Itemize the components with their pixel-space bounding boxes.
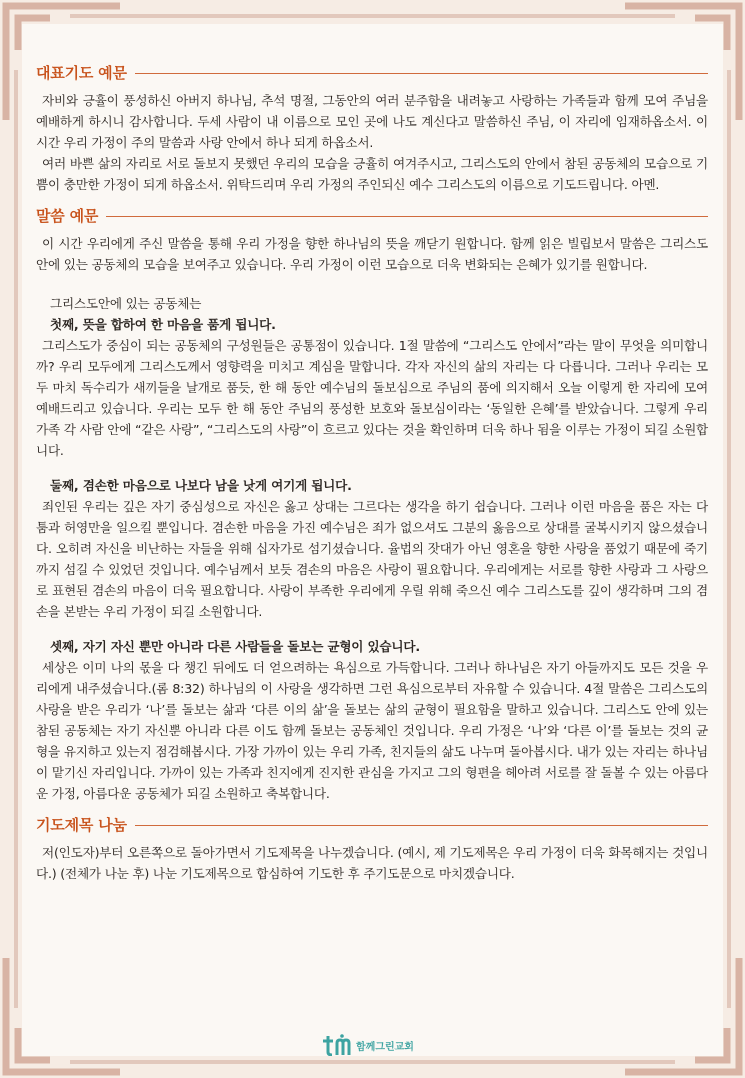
prayer-paragraph: 여러 바쁜 삶의 자리로 서로 돌보지 못했던 우리의 모습을 긍휼히 여겨주시고, 그리스도의 안에서 참된 공동체의 모습으로 기쁨이 충만한 가정이 되게 하옵소서. 위탁드리며 우리 가정의 주인되신 예수 그리스도의 이름으로 기도드립니다. 아멘.	[36, 156, 708, 192]
section-title: 기도제목 나눔	[36, 815, 127, 834]
section-rule	[106, 216, 708, 217]
point-body: 세상은 이미 나의 몫을 다 챙긴 뒤에도 더 얻으려하는 욕심으로 가득합니다. 그러나 하나님은 자기 아들까지도 모든 것을 우리에게 내주셨습니다.(롬 8:32) 하나님의 이 사랑을 생각하면 그런 욕심으로부터 자유할 수 있습니다. 4절 말씀은 그리스도의 사랑을 받은 우리가 ‘나’를 돌보는 삶과 ‘다른 이의 삶’을 돌보는 삶의 균형이 필요함을 말하고 있습니다. 그리스도 안에 있는 참된 공동체는 자기 자신뿐 아니라 다른 이도 함께 돌보는 공동체인 것입니다. 우리 가정은 ‘나’와 ‘다른 이’를 돌보는 것의 균형을 유지하고 있는지 점검해봅시다. 가장 가까이 있는 우리 가족, 친지들의 삶도 나누며 돌아봅시다. 내가 있는 자리는 하나님이 맡기신 자리입니다. 가까이 있는 가족과 친지에게 진지한 관심을 가지고 그의 형편을 헤아려 서로를 잘 돌볼 수 있는 아름다운 가정, 아름다운 공동체가 되길 소원하고 축복합니다.	[36, 660, 708, 801]
section-rule	[135, 73, 708, 74]
section-rule	[135, 825, 708, 826]
section-header-sermon	[36, 203, 708, 229]
section-title: 말씀 예문	[36, 206, 99, 225]
church-logo-text: 함께그린교회	[356, 1041, 414, 1053]
document-body	[36, 60, 708, 884]
church-logo	[322, 1034, 414, 1056]
point-title: 둘째, 겸손한 마음으로 나보다 남을 낫게 여기게 됩니다.	[50, 478, 352, 493]
point-title: 셋째, 자기 자신 뿐만 아니라 다른 사람들을 돌보는 균형이 있습니다.	[50, 639, 420, 654]
section-title: 대표기도 예문	[36, 63, 127, 82]
point-body: 그리스도가 중심이 되는 공동체의 구성원들은 공통점이 있습니다. 1절 말씀에 “그리스도 안에서”라는 말이 무엇을 의미합니까? 우리 모두에게 그리스도께서 영향력을 미치고 계심을 말합니다. 각자 자신의 삶의 자리는 다 다릅니다. 그러나 우리는 모두 마치 독수리가 새끼들을 날개로 품듯, 한 해 동안 예수님의 돌보심으로 주님의 품에 의지해서 오늘 이렇게 한 자리에 모여 예배드리고 있습니다. 우리는 모두 한 해 동안 주님의 풍성한 보호와 돌보심이라는 ‘동일한 은혜’를 받았습니다. 그렇게 우리 가족 각 사람 안에 “같은 사랑”, “그리스도의 사랑”이 흐르고 있다는 것을 확인하며 더욱 하나 됨을 이루는 가정이 되길 소원합니다.	[36, 338, 708, 458]
sermon-intro: 이 시간 우리에게 주신 말씀을 통해 우리 가정을 향한 하나님의 뜻을 깨닫기 원합니다. 함께 읽은 빌립보서 말씀은 그리스도 안에 있는 공동체의 모습을 보여주고 있습니다. 우리 가정이 이런 모습으로 더욱 변화되는 은혜가 있기를 원합니다.	[36, 236, 708, 272]
point-title: 첫째, 뜻을 합하여 한 마음을 품게 됩니다.	[50, 317, 276, 332]
section-header-prayer	[36, 60, 708, 86]
prayer-paragraph: 자비와 긍휼이 풍성하신 아버지 하나님, 추석 명절, 그동안의 여러 분주함을 내려놓고 사랑하는 가족들과 함께 모여 주님을 예배하게 하시니 감사합니다. 두세 사람이 내 이름으로 모인 곳에 나도 계신다고 말씀하신 주님, 이 자리에 임재하옵소서. 이 시간 우리 가정이 주의 말씀과 사랑 안에서 하나 되게 하옵소서.	[36, 93, 708, 150]
sermon-heading: 그리스도안에 있는 공동체는	[50, 296, 202, 311]
sharing-paragraph: 저(인도자)부터 오른쪽으로 돌아가면서 기도제목을 나누겠습니다. (예시, 제 기도제목은 우리 가정이 더욱 화목해지는 것입니다.) (전체가 나눈 후) 나눈 기도제목으로 합심하여 기도한 후 주기도문으로 마치겠습니다.	[36, 845, 708, 881]
section-header-sharing	[36, 812, 708, 838]
point-body: 죄인된 우리는 깊은 자기 중심성으로 자신은 옳고 상대는 그르다는 생각을 하기 쉽습니다. 그러나 이런 마음을 품은 자는 다툼과 허영만을 일으킬 뿐입니다. 겸손한 마음을 가진 예수님은 죄가 없으셔도 그분의 옳음으로 상대를 굴복시키지 않으셨습니다. 오히려 자신을 비난하는 자들을 위해 십자가로 섬기셨습니다. 율법의 잣대가 아닌 영혼을 향한 사랑을 품었기 때문에 죽기까지 섬길 수 있었던 것입니다. 예수님께서 보듯 겸손의 마음은 사랑이 필요합니다. 우리에게는 서로를 향한 사랑과 그 사랑으로 표현된 겸손의 마음이 더욱 필요합니다. 사랑이 부족한 우리에게 우릴 위해 죽으신 예수 그리스도를 깊이 생각하며 그의 겸손을 본받는 우리 가정이 되길 소원합니다.	[36, 499, 708, 619]
church-logo-icon	[322, 1034, 352, 1056]
